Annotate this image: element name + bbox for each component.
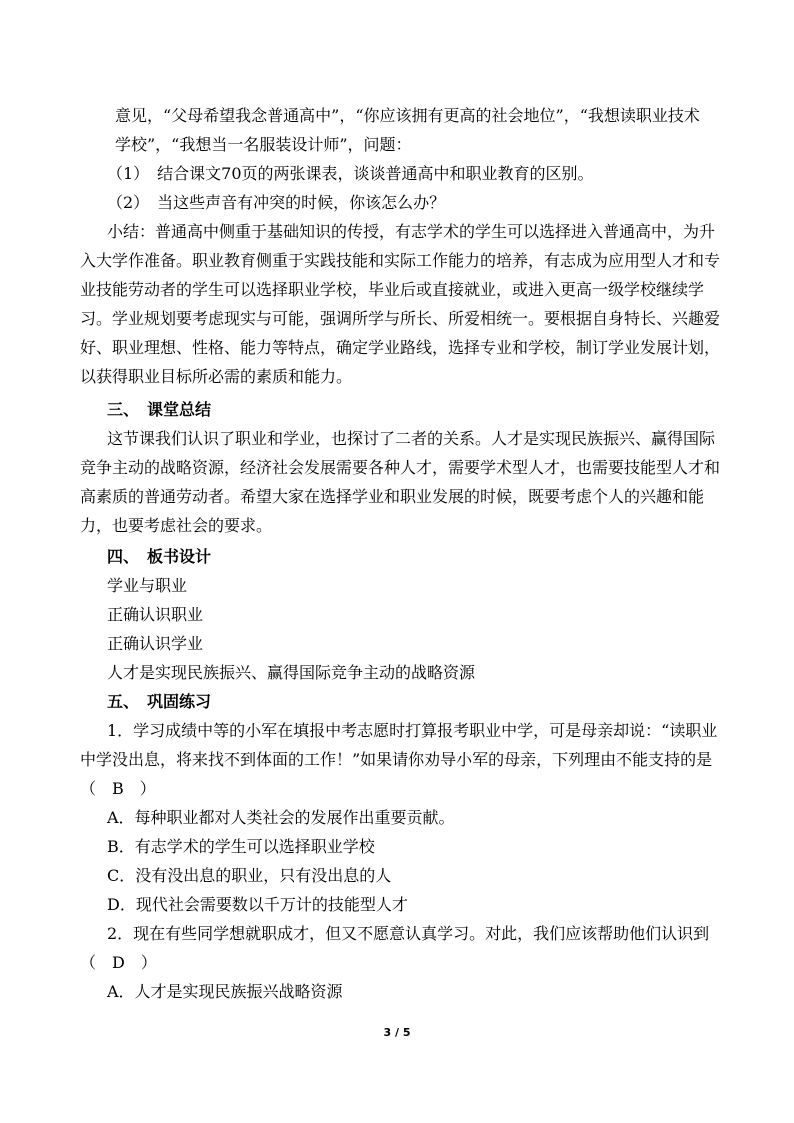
text-line: 以获得职业目标所必需的素质和能力。 — [80, 367, 353, 386]
page-number: 3 / 5 — [383, 1026, 411, 1039]
text-line: 力，也要考虑社会的要求。 — [80, 516, 273, 535]
text-line: 高素质的普通劳动者。希望大家在选择学业和职业发展的时候，既要考虑个人的兴趣和能 — [80, 487, 705, 506]
text-line: D．现代社会需要数以千万计的技能型人才 — [107, 895, 408, 914]
text-line: 业技能劳动者的学生可以选择职业学校，毕业后或直接就业，或进入更高一级学校继续学 — [80, 280, 705, 299]
text-line: （1） 结合课文70页的两张课表，谈谈普通高中和职业教育的区别。 — [107, 164, 594, 183]
text-line: 2．现在有些同学想就职成才，但又不愿意认真学习。对此，我们应该帮助他们认识到 — [107, 924, 710, 943]
text-line: （2） 当这些声音有冲突的时候，你该怎么办？ — [107, 193, 446, 212]
text-line: A．人才是实现民族振兴战略资源 — [107, 982, 343, 1001]
text-line: 学业与职业 — [107, 576, 188, 595]
text-line: 竞争主动的战略资源，经济社会发展需要各种人才，需要学术型人才，也需要技能型人才和 — [80, 458, 721, 477]
text-line: 这节课我们认识了职业和学业，也探讨了二者的关系。人才是实现民族振兴、赢得国际 — [107, 429, 716, 448]
text-line: 人才是实现民族振兴、赢得国际竞争主动的战略资源 — [107, 663, 476, 682]
text-line: A．每种职业都对人类社会的发展作出重要贡献。 — [107, 808, 455, 827]
section-heading: 三、 课堂总结 — [107, 400, 212, 419]
text-line: B．有志学术的学生可以选择职业学校 — [107, 837, 375, 856]
text-line: 小结：普通高中侧重于基础知识的传授，有志学术的学生可以选择进入普通高中，为升 — [107, 222, 716, 241]
text-line: 1．学习成绩中等的小军在填报中考志愿时打算报考职业中学，可是母亲却说：“读职业 — [107, 721, 718, 740]
text-line: 学校”，“我想当一名服装设计师”，问题： — [115, 135, 412, 154]
text-line: （ B ） — [80, 779, 156, 798]
text-line: 中学没出息，将来找不到体面的工作！”如果请你劝导小军的母亲，下列理由不能支持的是 — [80, 750, 713, 769]
section-heading: 四、 板书设计 — [107, 547, 212, 566]
text-line: 好、职业理想、性格、能力等特点，确定学业路线，选择专业和学校，制订学业发展计划， — [80, 338, 721, 357]
text-line: C．没有没出息的职业，只有没出息的人 — [107, 866, 392, 885]
text-line: （ D ） — [80, 953, 157, 972]
text-line: 正确认识学业 — [107, 634, 204, 653]
text-line: 习。学业规划要考虑现实与可能，强调所学与所长、所爱相统一。要根据自身特长、兴趣爱 — [80, 309, 721, 328]
text-line: 正确认识职业 — [107, 605, 204, 624]
text-line: 入大学作准备。职业教育侧重于实践技能和实际工作能力的培养，有志成为应用型人才和专 — [80, 251, 721, 270]
text-line: 意见，“父母希望我念普通高中”，“你应该拥有更高的社会地位”，“我想读职业技术 — [115, 106, 700, 125]
section-heading: 五、 巩固练习 — [107, 692, 212, 711]
